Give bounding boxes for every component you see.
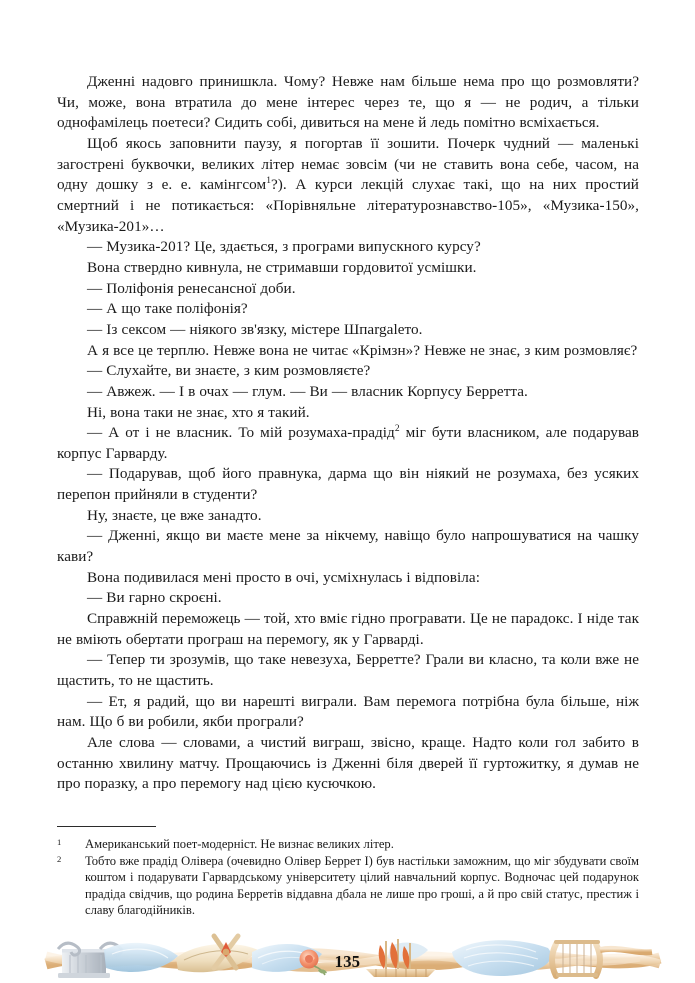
- footnote-text: Американський поет-модерніст. Не визнає великих літер.: [85, 837, 394, 851]
- page-number: 135: [334, 952, 361, 971]
- paragraph-text-part: міг бути власником, але подарував корпус Гарварду.: [57, 424, 639, 462]
- footnote-marker: 2: [57, 853, 62, 864]
- dialogue-line-with-footnote-ref: [57, 423, 639, 464]
- paragraph: Вона подивилася мені просто в очі, усміхнулась і відповіла:: [87, 568, 480, 586]
- paragraph-text-part: Щоб якось заповнити паузу, я погортав її зошити. Почерк чудний — маленькі загострені буквочки, великих літер немає зовсім (чи не ставить вона себе, часом, на одну дошку з е. е. камінгсом: [57, 134, 639, 194]
- paragraph-text-part: — А от і не власник. То мій розумаха-прадід: [87, 424, 395, 442]
- paragraph: Справжній переможець — той, хто вміє гідно програвати. Це не парадокс. І ніде так не вміють обертати програш на перемогу, як у Гарварді.: [57, 610, 639, 648]
- dialogue-line: — Ет, я радий, що ви нарешті виграли. Вам перемога потрібна була більше, ніж нам. Що б ви робили, якби програли?: [57, 692, 639, 731]
- dialogue-line: — А що таке поліфонія?: [87, 300, 248, 318]
- paragraph: Вона ствердно кивнула, не стримавши гордовитої усмішки.: [87, 258, 477, 276]
- paragraph-with-footnote-ref: [57, 134, 639, 237]
- dialogue-line: — Подарував, щоб його правнука, дарма що він ніякий не розумаха, без усяких перепон прийняли в студенти?: [57, 465, 639, 504]
- page-body-text: [57, 72, 639, 795]
- footnote-marker: 1: [57, 837, 62, 847]
- dialogue-line: — Із сексом — ніякого зв'язку, містере Шпargalето.: [87, 320, 423, 338]
- footnote-separator-rule: [57, 826, 156, 827]
- paragraph: Дженні надовго принишкла. Чому? Невже нам більше нема про що розмовляти? Чи, може, вона втратила до мене інтерес через те, що я — не родич, а тільки однофамілець поетеси? Сидить собі, дивиться на мене й ледь помітно всміхається.: [57, 73, 639, 132]
- dialogue-line: — Авжеж. — І в очах — глум. — Ви — власник Корпусу Берретта.: [87, 382, 528, 400]
- footnotes-section: [57, 826, 639, 919]
- footnote-item: [57, 836, 639, 852]
- paragraph: Ні, вона таки не знає, хто я такий.: [87, 403, 310, 421]
- paragraph: Ну, знаєте, це вже занадто.: [87, 506, 262, 524]
- dialogue-line: — Дженні, якщо ви маєте мене за нікчему, навіщо було напрошуватися на чашку кави?: [57, 527, 639, 566]
- footnote-reference-2[interactable]: 2: [394, 424, 400, 435]
- dialogue-line: — Музика-201? Це, здається, з програми випускного курсу?: [87, 238, 481, 256]
- dialogue-line: — Слухайте, ви знаєте, з ким розмовляєте?: [87, 362, 371, 380]
- paragraph: Але слова — словами, а чистий виграш, звісно, краще. Надто коли гол забито в останню хвилину матчу. Прощаючись із Дженні біля дверей її гуртожитку, я думав не про поразку, а про перемогу над цією кусючкою.: [57, 734, 639, 793]
- footnote-reference-1[interactable]: 1: [266, 176, 272, 187]
- paragraph-text-part: ?). А курси лекцій слухає такі, що на них простий смертний і не потикається: «Порівняльне літературознавство-105», «Музика-150», «Музика-201»…: [57, 176, 639, 235]
- paragraph: А я все це терплю. Невже вона не читає «Крімзн»? Невже не знає, з ким розмовляє?: [87, 341, 638, 359]
- footnote-text: Тобто вже прадід Олівера (очевидно Олівер Беррет I) був настільки заможним, що міг збудувати своїм коштом і подарувати Гарвардському університету цілий навчальний корпус. Водночас цей подарунок прадіда свідчив, що родина Берретів віддавна дбала не лише про гроші, а й про свій статус, престиж і славу благодійників.: [85, 853, 639, 918]
- dialogue-line: — Поліфонія ренесансної доби.: [87, 279, 296, 297]
- footnote-item: [57, 853, 639, 919]
- dialogue-line: — Ви гарно скроєні.: [87, 589, 222, 607]
- dialogue-line: — Тепер ти зрозумів, що таке невезуха, Берретте? Грали ви класно, та коли вже не щастить, то не щастить.: [57, 651, 639, 690]
